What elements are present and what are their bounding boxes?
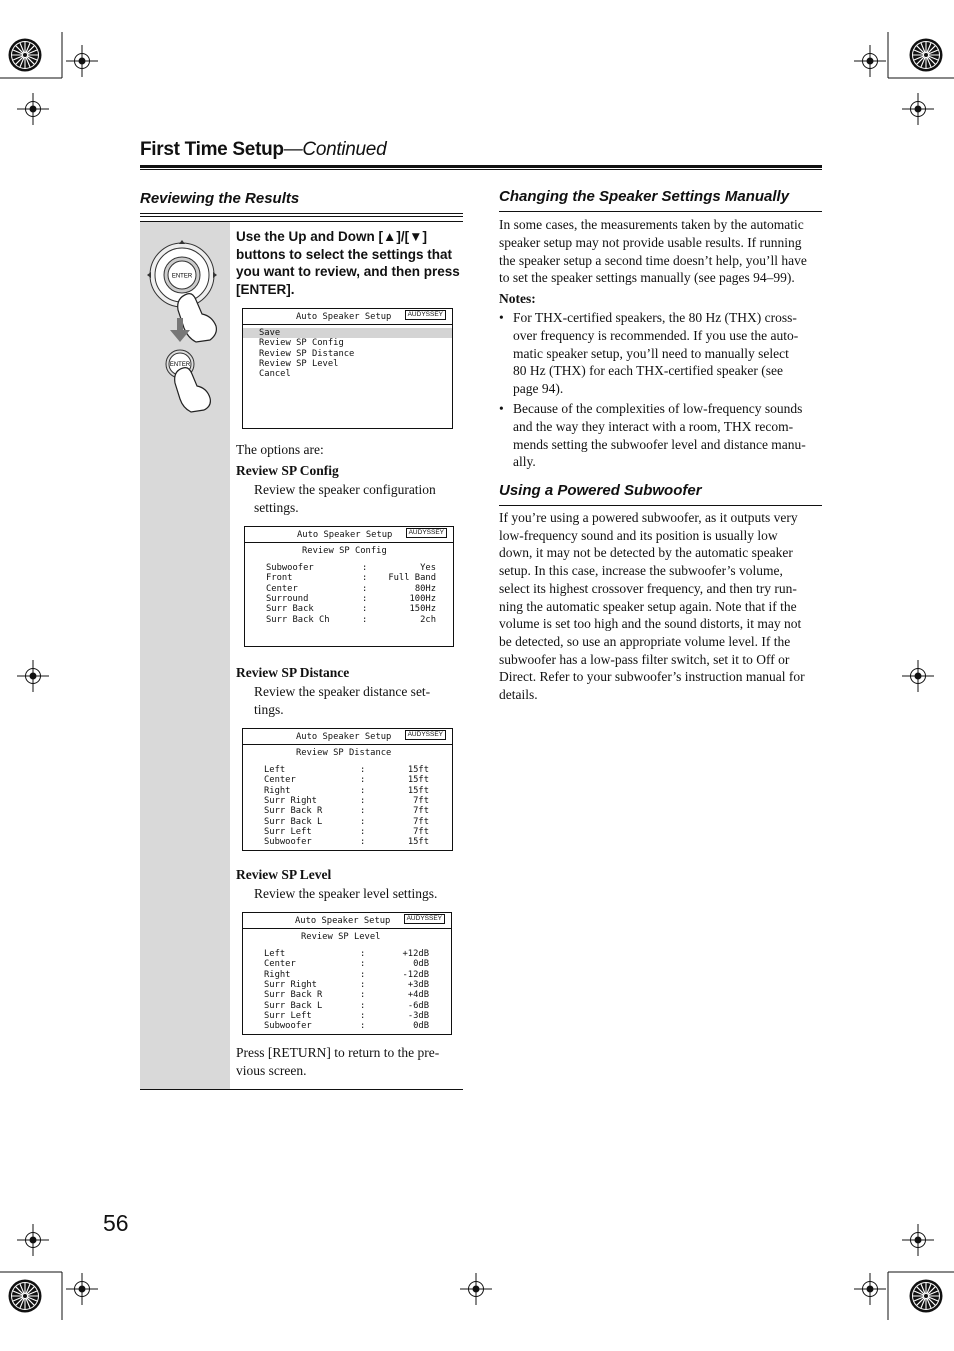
row-value: 15ft — [407, 837, 429, 848]
row-colon: : — [360, 765, 366, 775]
menu-item-review-level[interactable]: Review SP Level — [259, 358, 339, 369]
row-value: 0dB — [413, 1021, 429, 1032]
paragraph-line: low-frequency sound and its position is usually low — [499, 527, 778, 543]
row-value: +4dB — [407, 990, 429, 1001]
left-arrow-icon — [147, 272, 151, 278]
note-line: 80 Hz (THX) for each THX-certified speaker (see — [513, 363, 783, 379]
screen-row — [266, 563, 436, 573]
bullet-icon: • — [499, 401, 504, 416]
section-rule — [140, 213, 463, 214]
row-value: 15ft — [407, 765, 429, 775]
row-colon: : — [360, 826, 366, 837]
row-colon: : — [362, 614, 368, 625]
row-value: 7ft — [413, 795, 429, 806]
enter-label-top: ENTER — [171, 273, 193, 280]
option-desc-distance-1: Review the speaker distance set- — [254, 684, 431, 699]
row-value: 7ft — [413, 816, 429, 827]
return-note-2: vious screen. — [236, 1063, 307, 1078]
screen-title: Auto Speaker Setup — [296, 732, 392, 742]
row-colon: : — [362, 583, 368, 594]
paragraph-line: If you’re using a powered subwoofer, as it outputs very — [499, 510, 798, 525]
notes-label: Notes: — [499, 291, 536, 306]
note-line: mends setting the subwoofer level and distance manu- — [513, 436, 806, 452]
row-value: 2ch — [420, 614, 436, 625]
row-colon: : — [360, 785, 366, 796]
row-value: +3dB — [407, 979, 429, 990]
row-value: 100Hz — [409, 593, 436, 604]
row-colon: : — [362, 593, 368, 604]
row-key: Subwoofer — [266, 563, 314, 573]
row-key: Surr Back R — [264, 806, 323, 817]
section-rule — [499, 211, 822, 212]
screen-row — [264, 827, 429, 837]
screen-subtitle: Review SP Distance — [296, 748, 392, 758]
row-key: Surr Left — [264, 1010, 312, 1021]
row-key: Center — [264, 775, 296, 786]
paragraph-line: to set the speaker settings manually (see pages 94–99). — [499, 270, 795, 286]
row-key: Center — [266, 583, 298, 594]
row-key: Right — [264, 969, 291, 980]
row-colon: : — [360, 775, 366, 786]
row-key: Subwoofer — [264, 1021, 312, 1032]
screen-row — [266, 584, 436, 594]
screen-subtitle: Review SP Level — [301, 932, 381, 942]
row-value: 0dB — [413, 959, 429, 970]
option-desc-level-1: Review the speaker level settings. — [254, 886, 438, 901]
screen-row — [264, 765, 429, 775]
row-colon: : — [360, 837, 366, 848]
title-rule-thin — [140, 169, 822, 170]
row-key: Center — [264, 959, 296, 970]
row-colon: : — [360, 1000, 366, 1011]
row-key: Surr Back R — [264, 990, 323, 1001]
screen-row — [264, 796, 429, 806]
page-title — [140, 139, 386, 161]
screen-row — [264, 817, 429, 827]
distance-screen — [242, 728, 453, 851]
note-line: over frequency is recommended. If you use the auto- — [513, 327, 799, 343]
menu-item-review-distance[interactable]: Review SP Distance — [259, 348, 355, 359]
menu-item-review-config[interactable]: Review SP Config — [259, 338, 344, 349]
row-value: -6dB — [407, 1000, 429, 1011]
menu-item-cancel[interactable]: Cancel — [259, 369, 291, 380]
row-colon: : — [360, 1010, 366, 1021]
screen-row — [264, 1021, 429, 1031]
page-title-suffix: —Continued — [283, 139, 387, 160]
paragraph-line: details. — [499, 687, 538, 702]
note-line: matic speaker setup, you’ll need to manually select — [513, 345, 789, 361]
row-colon: : — [360, 816, 366, 827]
screen-title: Auto Speaker Setup — [295, 916, 391, 926]
up-arrow-icon — [179, 240, 185, 244]
row-value: -3dB — [407, 1010, 429, 1021]
return-note-1: Press [RETURN] to return to the pre- — [236, 1045, 440, 1060]
instruction-text: Use the Up and Down [▲]/[▼] buttons to select the settings that you want to review, and then press [ENTER]. — [236, 229, 460, 297]
row-key: Right — [264, 785, 291, 796]
level-screen — [242, 912, 452, 1035]
row-value: +12dB — [402, 949, 429, 959]
row-key: Surr Back L — [264, 1000, 323, 1011]
row-key: Subwoofer — [264, 837, 312, 848]
row-key: Surr Right — [264, 979, 317, 990]
note-line: For THX-certified speakers, the 80 Hz (THX) cross- — [513, 310, 797, 325]
row-key: Surr Back L — [264, 816, 323, 827]
title-rule — [140, 165, 822, 168]
row-key: Front — [266, 573, 293, 584]
row-colon: : — [362, 563, 368, 573]
screen-row — [264, 949, 429, 959]
row-colon: : — [360, 969, 366, 980]
panel-top-rule — [140, 221, 463, 222]
row-key: Left — [264, 765, 286, 775]
screen-row — [264, 837, 429, 847]
paragraph-line: be detected, so use an appropriate volume level. If the — [499, 633, 791, 649]
menu-item-save[interactable]: Save — [259, 328, 281, 338]
hand-icon-2 — [175, 368, 211, 412]
row-colon: : — [360, 795, 366, 806]
row-key: Surr Left — [264, 826, 312, 837]
screen-row — [264, 1001, 429, 1011]
screen-row — [266, 594, 436, 604]
row-colon: : — [360, 990, 366, 1001]
row-value: -12dB — [402, 969, 429, 980]
paragraph-line: down, it may not be detected by the automatic speaker — [499, 545, 793, 561]
menu-screen — [242, 308, 453, 429]
row-value: 150Hz — [409, 604, 436, 615]
option-desc-config-1: Review the speaker configuration — [254, 482, 436, 497]
paragraph-line: Direct. Refer to your subwoofer’s instruction manual for — [499, 669, 805, 685]
remote-control-illustration — [145, 238, 227, 414]
config-screen — [244, 526, 454, 647]
row-value: 15ft — [407, 775, 429, 786]
row-key: Surr Back — [266, 604, 314, 615]
row-colon: : — [360, 959, 366, 970]
screen-row — [266, 573, 436, 583]
row-value: 15ft — [407, 785, 429, 796]
screen-row — [264, 970, 429, 980]
section-heading-manual: Changing the Speaker Settings Manually — [499, 188, 790, 205]
enter-label-bottom: ENTER — [169, 362, 191, 368]
page-number: 56 — [103, 1210, 129, 1236]
note-line: Because of the complexities of low-frequency sounds — [513, 401, 803, 416]
row-value: Yes — [420, 563, 436, 573]
screen-title: Auto Speaker Setup — [296, 312, 392, 322]
paragraph-line: the speaker setup a second time doesn’t help, you’ll have — [499, 252, 807, 268]
bullet-icon: • — [499, 310, 504, 325]
screen-row — [264, 806, 429, 816]
paragraph-line: In some cases, the measurements taken by the automatic — [499, 217, 804, 232]
row-value: 80Hz — [414, 583, 436, 594]
note-line: and the way they interact with a room, THX recom- — [513, 418, 794, 434]
row-colon: : — [360, 979, 366, 990]
audyssey-badge: AUDYSSEY — [406, 528, 447, 538]
note-line: page 94). — [513, 381, 564, 397]
row-value: 7ft — [413, 826, 429, 837]
right-arrow-icon — [213, 272, 217, 278]
row-colon: : — [360, 1021, 366, 1032]
screen-row — [264, 786, 429, 796]
row-key: Surround — [266, 593, 309, 604]
options-intro: The options are: — [236, 442, 324, 457]
section-rule-2 — [140, 216, 463, 217]
paragraph-line: speaker setup may not provide usable results. If running — [499, 234, 802, 250]
audyssey-badge: AUDYSSEY — [405, 730, 446, 740]
row-key: Surr Right — [264, 795, 317, 806]
panel-bottom-rule — [140, 1089, 463, 1090]
screen-subtitle: Review SP Config — [302, 546, 387, 556]
row-colon: : — [362, 573, 368, 584]
section-rule — [499, 505, 822, 506]
option-desc-distance-2: tings. — [254, 702, 284, 717]
row-value: 7ft — [413, 806, 429, 817]
option-title-config: Review SP Config — [236, 463, 339, 478]
screen-row — [264, 959, 429, 969]
screen-title: Auto Speaker Setup — [297, 530, 393, 540]
row-colon: : — [360, 806, 366, 817]
row-colon: : — [360, 949, 366, 959]
option-title-level: Review SP Level — [236, 867, 332, 882]
row-colon: : — [362, 604, 368, 615]
flow-arrow-icon — [177, 318, 183, 330]
option-desc-config-2: settings. — [254, 500, 299, 515]
paragraph-line: volume is set too high and the sound distorts, it may not — [499, 616, 802, 632]
note-line: ally. — [513, 454, 536, 470]
screen-row — [266, 604, 436, 614]
screen-row — [264, 980, 429, 990]
row-value: Full Band — [388, 573, 436, 584]
screen-row — [264, 775, 429, 785]
screen-row — [264, 990, 429, 1000]
option-title-distance: Review SP Distance — [236, 665, 350, 680]
paragraph-line: ning the automatic speaker setup again. Note that if the — [499, 598, 797, 614]
paragraph-line: select its highest crossover frequency, and then try run- — [499, 580, 797, 596]
screen-row — [264, 1011, 429, 1021]
section-heading-reviewing: Reviewing the Results — [140, 190, 300, 207]
audyssey-badge: AUDYSSEY — [404, 914, 445, 924]
section-heading-subwoofer: Using a Powered Subwoofer — [499, 482, 702, 499]
page-title-main: First Time Setup — [140, 139, 284, 160]
row-key: Left — [264, 949, 286, 959]
paragraph-line: setup. In this case, increase the subwoofer’s volume, — [499, 563, 783, 579]
paragraph-line: subwoofer has a low-pass filter switch, set it to Off or — [499, 651, 790, 667]
screen-row — [266, 615, 436, 625]
row-key: Surr Back Ch — [266, 614, 330, 625]
audyssey-badge: AUDYSSEY — [405, 310, 446, 320]
